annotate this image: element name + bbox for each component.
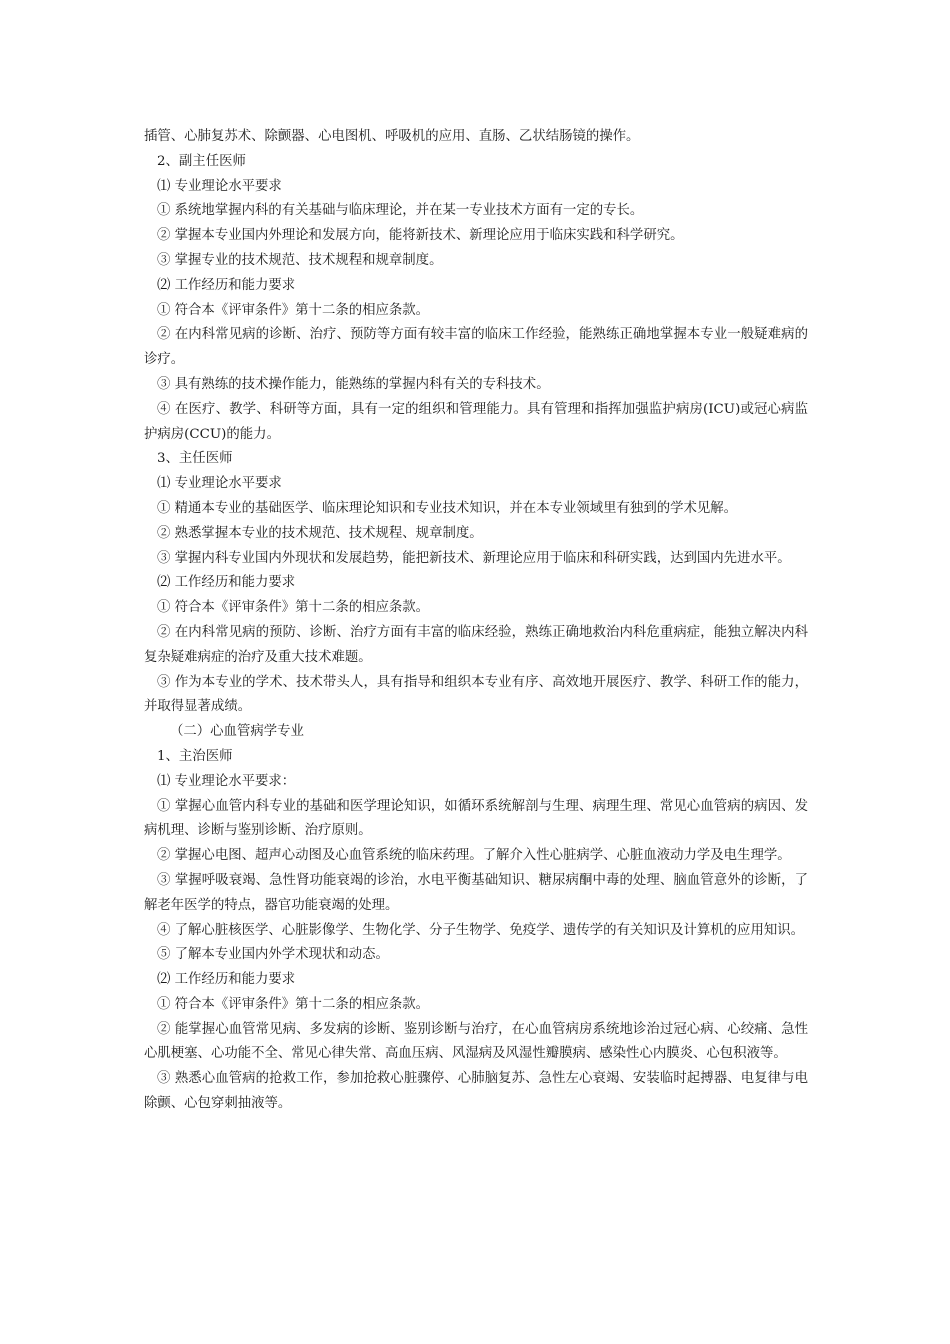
list-item: ③ 具有熟练的技术操作能力，能熟练的掌握内科有关的专科技术。	[157, 376, 550, 392]
list-item: ④ 在医疗、教学、科研等方面，具有一定的组织和管理能力。具有管理和指挥加强监护病房(ICU)或冠心病监护病房(CCU)的能力。	[144, 401, 808, 442]
list-item: ③ 掌握内科专业国内外现状和发展趋势，能把新技术、新理论应用于临床和科研实践，达到国内先进水平。	[157, 550, 791, 566]
list-item: ① 符合本《评审条件》第十二条的相应条款。	[157, 302, 430, 318]
paragraph: 插管、心肺复苏术、除颤器、心电图机、呼吸机的应用、直肠、乙状结肠镜的操作。	[144, 129, 640, 144]
subsection-heading: ⑵ 工作经历和能力要求	[157, 575, 296, 591]
section-heading: 3、主任医师	[157, 451, 233, 467]
list-item: ④ 了解心脏核医学、心脏影像学、生物化学、分子生物学、免疫学、遗传学的有关知识及计算机的应用知识。	[157, 922, 805, 938]
list-item: ⑤ 了解本专业国内外学术现状和动态。	[157, 947, 389, 963]
list-item: ① 掌握心血管内科专业的基础和医学理论知识，如循环系统解剖与生理、病理生理、常见心血管病的病因、发病机理、诊断与鉴别诊断、治疗原则。	[144, 798, 808, 839]
list-item: ③ 掌握专业的技术规范、技术规程和规章制度。	[157, 252, 443, 268]
subsection-heading: ⑵ 工作经历和能力要求	[157, 972, 296, 988]
list-item: ③ 熟悉心血管病的抢救工作，参加抢救心脏骤停、心肺脑复苏、急性左心衰竭、安装临时起搏器、电复律与电除颤、心包穿刺抽液等。	[144, 1071, 808, 1112]
subsection-heading: ⑴ 专业理论水平要求	[157, 476, 282, 492]
list-item: ① 符合本《评审条件》第十二条的相应条款。	[157, 600, 430, 616]
list-item: ① 精通本专业的基础医学、临床理论知识和专业技术知识，并在本专业领域里有独到的学术见解。	[157, 500, 738, 516]
subsection-heading: ⑴ 专业理论水平要求	[157, 178, 282, 194]
list-item: ② 熟悉掌握本专业的技术规范、技术规程、规章制度。	[157, 525, 483, 541]
document-page	[144, 125, 808, 1117]
subsection-heading: ⑴ 专业理论水平要求：	[157, 773, 296, 789]
list-item: ② 能掌握心血管常见病、多发病的诊断、鉴别诊断与治疗，在心血管病房系统地诊治过冠心病、心绞痛、急性心肌梗塞、心功能不全、常见心律失常、高血压病、风湿病及风湿性瓣膜病、感染性心内膜炎、心包积液等。	[144, 1021, 808, 1062]
chapter-heading: （二）心血管病学专业	[170, 724, 304, 740]
list-item: ② 掌握心电图、超声心动图及心血管系统的临床药理。了解介入性心脏病学、心脏血液动力学及电生理学。	[157, 848, 791, 864]
list-item: ② 在内科常见病的预防、诊断、治疗方面有丰富的临床经验，熟练正确地救治内科危重病症，能独立解决内科复杂疑难病症的治疗及重大技术难题。	[144, 624, 808, 665]
section-heading: 1、主治医师	[157, 748, 233, 764]
section-heading: 2、副主任医师	[157, 153, 246, 169]
list-item: ② 掌握本专业国内外理论和发展方向，能将新技术、新理论应用于临床实践和科学研究。	[157, 228, 684, 244]
list-item: ① 符合本《评审条件》第十二条的相应条款。	[157, 996, 430, 1012]
subsection-heading: ⑵ 工作经历和能力要求	[157, 277, 296, 293]
list-item: ③ 掌握呼吸衰竭、急性肾功能衰竭的诊治，水电平衡基础知识、糖尿病酮中毒的处理、脑血管意外的诊断，了解老年医学的特点，器官功能衰竭的处理。	[144, 872, 808, 913]
list-item: ① 系统地掌握内科的有关基础与临床理论，并在某一专业技术方面有一定的专长。	[157, 203, 644, 219]
list-item: ③ 作为本专业的学术、技术带头人，具有指导和组织本专业有序、高效地开展医疗、教学、科研工作的能力，并取得显著成绩。	[144, 674, 808, 715]
list-item: ② 在内科常见病的诊断、治疗、预防等方面有较丰富的临床工作经验，能熟练正确地掌握本专业一般疑难病的诊疗。	[144, 327, 808, 368]
